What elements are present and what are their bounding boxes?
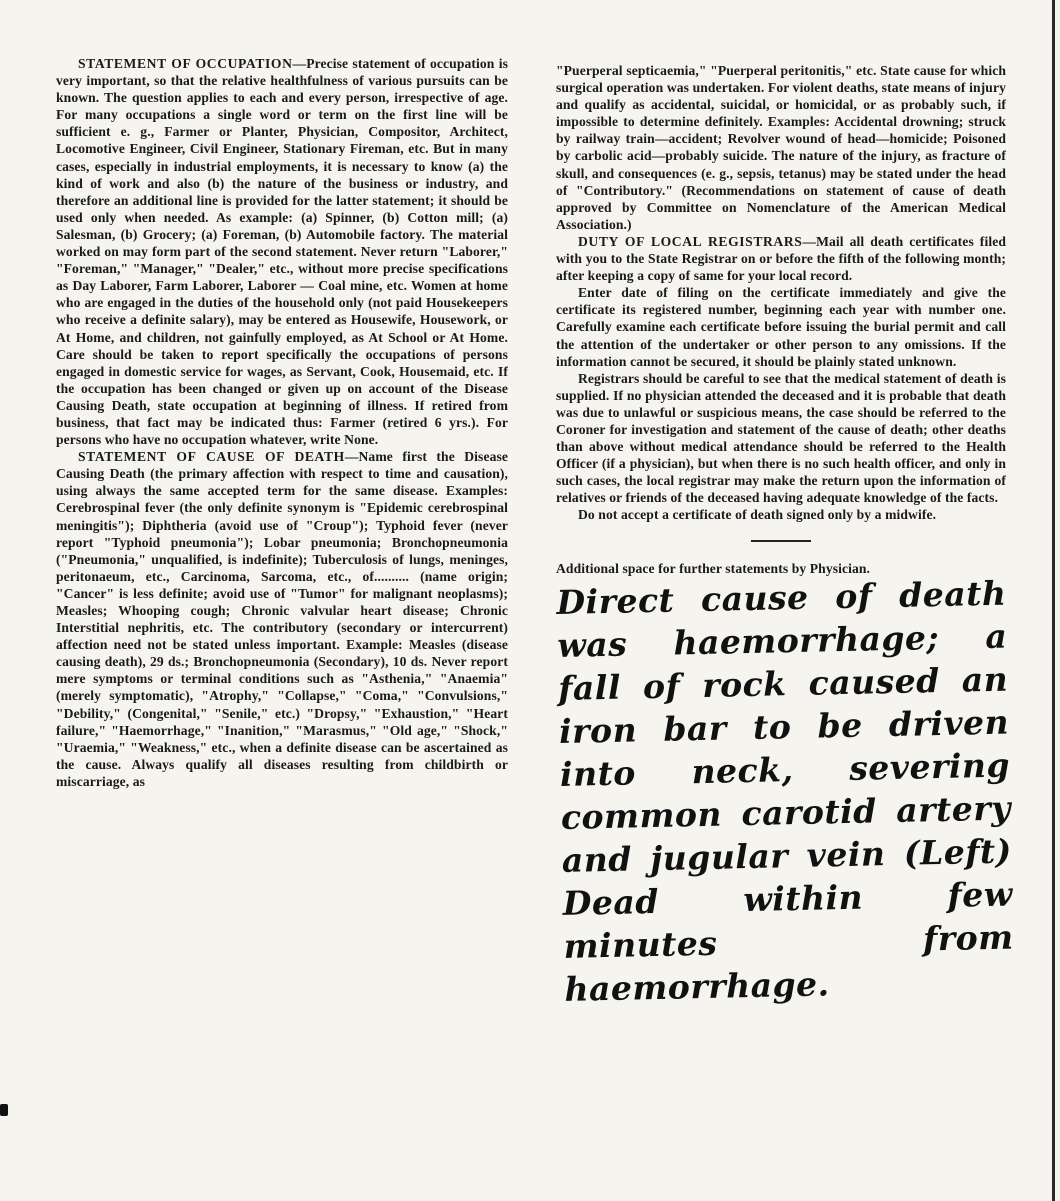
cause-continued-paragraph: "Puerperal septicaemia," "Puerperal peritonitis," etc. State cause for which surgical operation was undertaken. For violent deaths, state means of injury and qualify as accidental, suicidal, or homicidal, or as probably such, if impossible to determine definitely. Examples: Accidental drowning; struck by railway train—accident; Revolver wound of head—homicide; Poisoned by carbolic acid—probably suicide. The nature of the injury, as fracture of skull, and consequences (e. g., sepsis, tetanus) may be stated under the head of "Contributory." (Recommendations on statement of cause of death approved by Committee on Nomenclature of the American Medical Association.): [556, 63, 1006, 232]
cause-heading: STATEMENT OF CAUSE OF DEATH: [78, 449, 345, 465]
cause-paragraph: [56, 448, 508, 790]
left-column: [56, 55, 508, 790]
registrars-paragraph: [556, 233, 1006, 284]
section-divider: [751, 540, 811, 542]
margin-ink-mark: [0, 1104, 8, 1116]
right-edge-line: [1052, 0, 1055, 1201]
midwife-paragraph: Do not accept a certificate of death signed only by a midwife.: [578, 507, 937, 523]
right-column: [556, 62, 1014, 1011]
additional-space-label: Additional space for further statements by Physician.: [556, 560, 871, 576]
handwritten-physician-note: Direct cause of death was haemorrhage; a fall of rock caused an iron bar to be driven into neck, severing common carotid artery and jugular vein (Left) Dead within few minutes from haemorrhage.: [556, 573, 1014, 1009]
filing-paragraph: Enter date of filing on the certificate immediately and give the certificate its registered number, beginning each year with number one. Carefully examine each certificate before issuing the burial permit and call the attention of the undertaker or other person to any omissions. If the information cannot be secured, it should be plainly stated unknown.: [556, 285, 1006, 369]
occupation-paragraph: [56, 55, 508, 448]
cause-text: —Name first the Disease Causing Death (the primary affection with respect to time and causation), using always the same accepted term for the same disease. Examples: Cerebrospinal fever (the only definite synonym is "Epidemic cerebrospinal meningitis"); Diphtheria (avoid use of "Croup"); Typhoid fever (never report "Typhoid pneumonia"); Lobar pneumonia; Bronchopneumonia ("Pneumonia," unqualified, is indefinite); Tuberculosis of lungs, meninges, peritonaeum, etc., Carcinoma, Sarcoma, etc., of.......... (name origin; "Cancer" is less definite; avoid use of "Tumor" for malignant neoplasms); Measles; Whooping cough; Chronic valvular heart disease; Chronic Interstitial nephritis, etc. The contributory (secondary or intercurrent) affection need not be stated unless important. Example: Measles (disease causing death), 29 ds.; Bronchopneumonia (Secondary), 10 ds. Never report mere symptoms or terminal conditions such as "Asthenia," "Anaemia" (merely symptomatic), "Atrophy," "Collapse," "Coma," "Convulsions," "Debility," (Congenital," "Senile," etc.) "Dropsy," "Exhaustion," "Heart failure," "Haemorrhage," "Inanition," "Marasmus," "Old age," "Shock," "Uraemia," "Weakness," etc., when a definite disease can be ascertained as the cause. Always qualify all diseases resulting from childbirth or miscarriage, as: [56, 449, 509, 789]
medical-statement-paragraph: Registrars should be careful to see that the medical statement of death is supplied. If no physician attended the deceased and it is probable that death was due to unlawful or suspicious means, the case should be referred to the Coroner for investigation and statement of the cause of death; other deaths than above without medical attendance should be referred to the Health Officer (if a physician), but when there is no such health officer, and only in such cases, the local registrar may make the return upon the information of relatives or friends of the deceased having adequate knowledge of the facts.: [556, 370, 1006, 506]
registrars-text: —Mail all death certificates filed with you to the State Registrar on or before the fifth of the following month; after keeping a copy of same for your local record.: [556, 233, 1006, 284]
occupation-heading: STATEMENT OF OCCUPATION: [78, 56, 293, 71]
occupation-text: —Precise statement of occupation is very important, so that the relative healthfulness of various pursuits can be known. The question applies to each and every person, irrespective of age. For many occupations a single word or term on the first line will be sufficient e. g., Farmer or Planter, Physician, Compositor, Architect, Locomotive Engineer, Civil Engineer, Stationary Fireman, etc. But in many cases, especially in industrial employments, it is necessary to know (a) the kind of work and also (b) the nature of the business or industry, and therefore an additional line is provided for the latter statement; it should be used only when needed. As example: (a) Spinner, (b) Cotton mill; (a) Salesman, (b) Grocery; (a) Foreman, (b) Automobile factory. The material worked on may form part of the second statement. Never return "Laborer," "Foreman," "Manager," "Dealer," etc., without more precise specifications as Day Laborer, Farm Laborer, Laborer — Coal mine, etc. Women at home who are engaged in the duties of the household only (not paid Housekeepers who receive a definite salary), may be entered as Housewife, Housework, or At Home, and children, not gainfully employed, as At School or At Home. Care should be taken to report specifically the occupations of persons engaged in domestic service for wages, as Servant, Cook, Housemaid, etc. If the occupation has been changed or given up on account of the Disease Causing Death, state occupation at beginning of illness. If retired from business, that fact may be indicated thus: Farmer (retired 6 yrs.). For persons who have no occupation whatever, write None.: [56, 56, 508, 448]
registrars-heading: DUTY OF LOCAL REGISTRARS: [578, 233, 803, 249]
